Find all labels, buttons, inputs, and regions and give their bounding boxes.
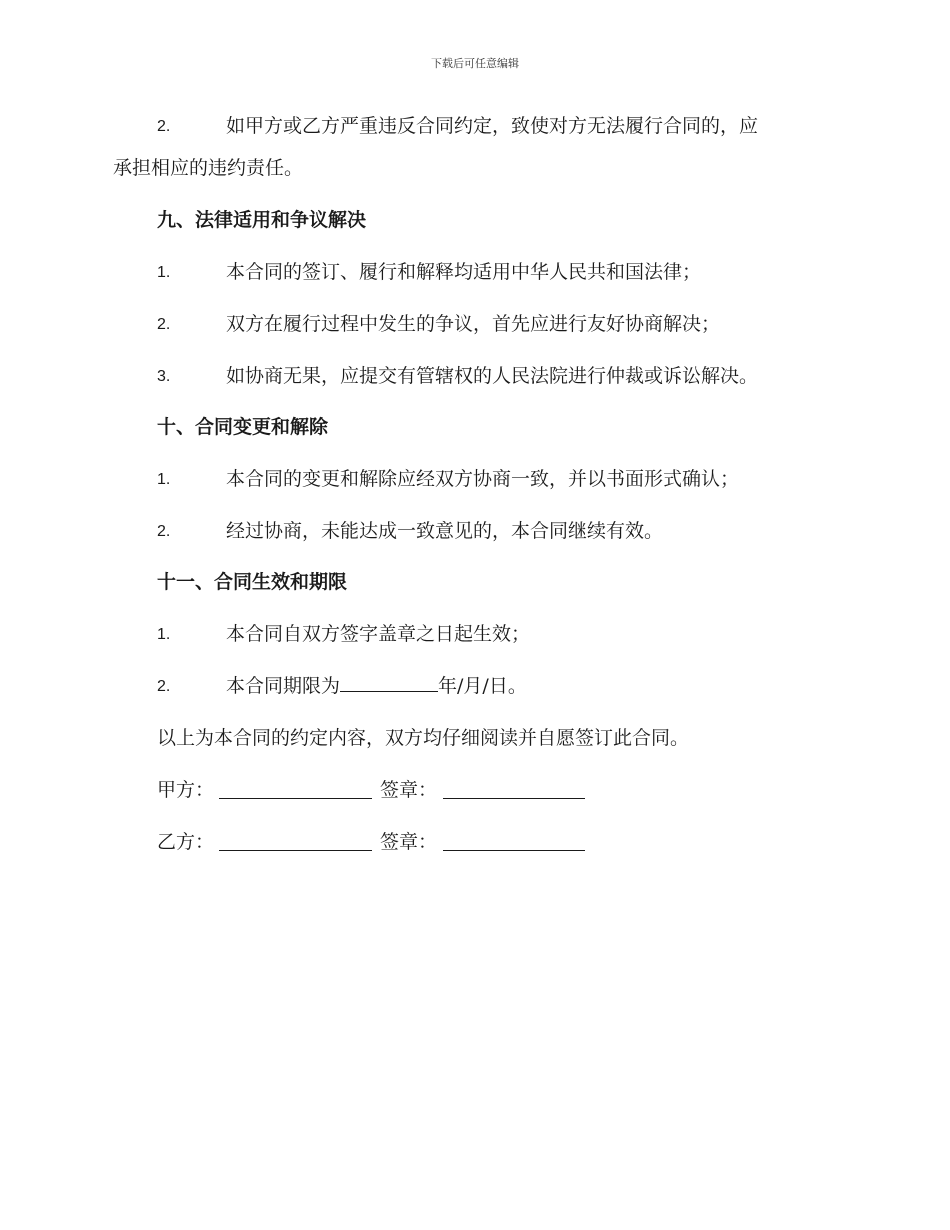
clause-text (226, 677, 527, 696)
party-b-signature-line (219, 850, 372, 851)
clause-text: 本合同自双方签字盖章之日起生效； (226, 623, 531, 645)
item-number: 1. (157, 626, 171, 643)
clause-text: 双方在履行过程中发生的争议，首先应进行友好协商解决； (226, 313, 721, 335)
party-a-label: 甲方： (157, 779, 215, 801)
clause-text: 本合同的签订、履行和解释均适用中华人民共和国法律； (226, 261, 702, 283)
section-heading: 十一、合同生效和期限 (157, 571, 348, 593)
clause-text: 如协商无果，应提交有管辖权的人民法院进行仲裁或诉讼解决。 (226, 365, 759, 387)
item-number: 2. (157, 678, 171, 695)
clause-text-continued: 承担相应的违约责任。 (113, 157, 304, 179)
clause-text: 经过协商，未能达成一致意见的，本合同继续有效。 (226, 520, 664, 542)
section-heading: 十、合同变更和解除 (157, 416, 329, 438)
item-number: 3. (157, 368, 171, 385)
closing-statement: 以上为本合同的约定内容，双方均仔细阅读并自愿签订此合同。 (157, 727, 690, 749)
party-b-seal-label: 签章： (380, 831, 438, 853)
party-a-seal-label: 签章： (380, 779, 438, 801)
item-number: 2. (157, 316, 171, 333)
item-number: 2. (157, 523, 171, 540)
page-header: 下载后可任意编辑 (431, 57, 519, 70)
section-heading: 九、法律适用和争议解决 (157, 209, 367, 231)
term-label: 本合同期限为 (226, 675, 341, 697)
party-a-signature-line (219, 798, 372, 799)
term-unit: 年/月/日。 (438, 675, 527, 697)
clause-text: 本合同的变更和解除应经双方协商一致，并以书面形式确认； (226, 468, 740, 490)
party-b-seal-line (443, 850, 585, 851)
item-number: 1. (157, 471, 171, 488)
party-a-seal-line (443, 798, 585, 799)
party-b-label: 乙方： (157, 831, 215, 853)
item-number: 2. (157, 118, 171, 135)
term-blank (340, 690, 438, 692)
clause-text: 如甲方或乙方严重违反合同约定，致使对方无法履行合同的，应 (226, 115, 759, 137)
item-number: 1. (157, 264, 171, 281)
